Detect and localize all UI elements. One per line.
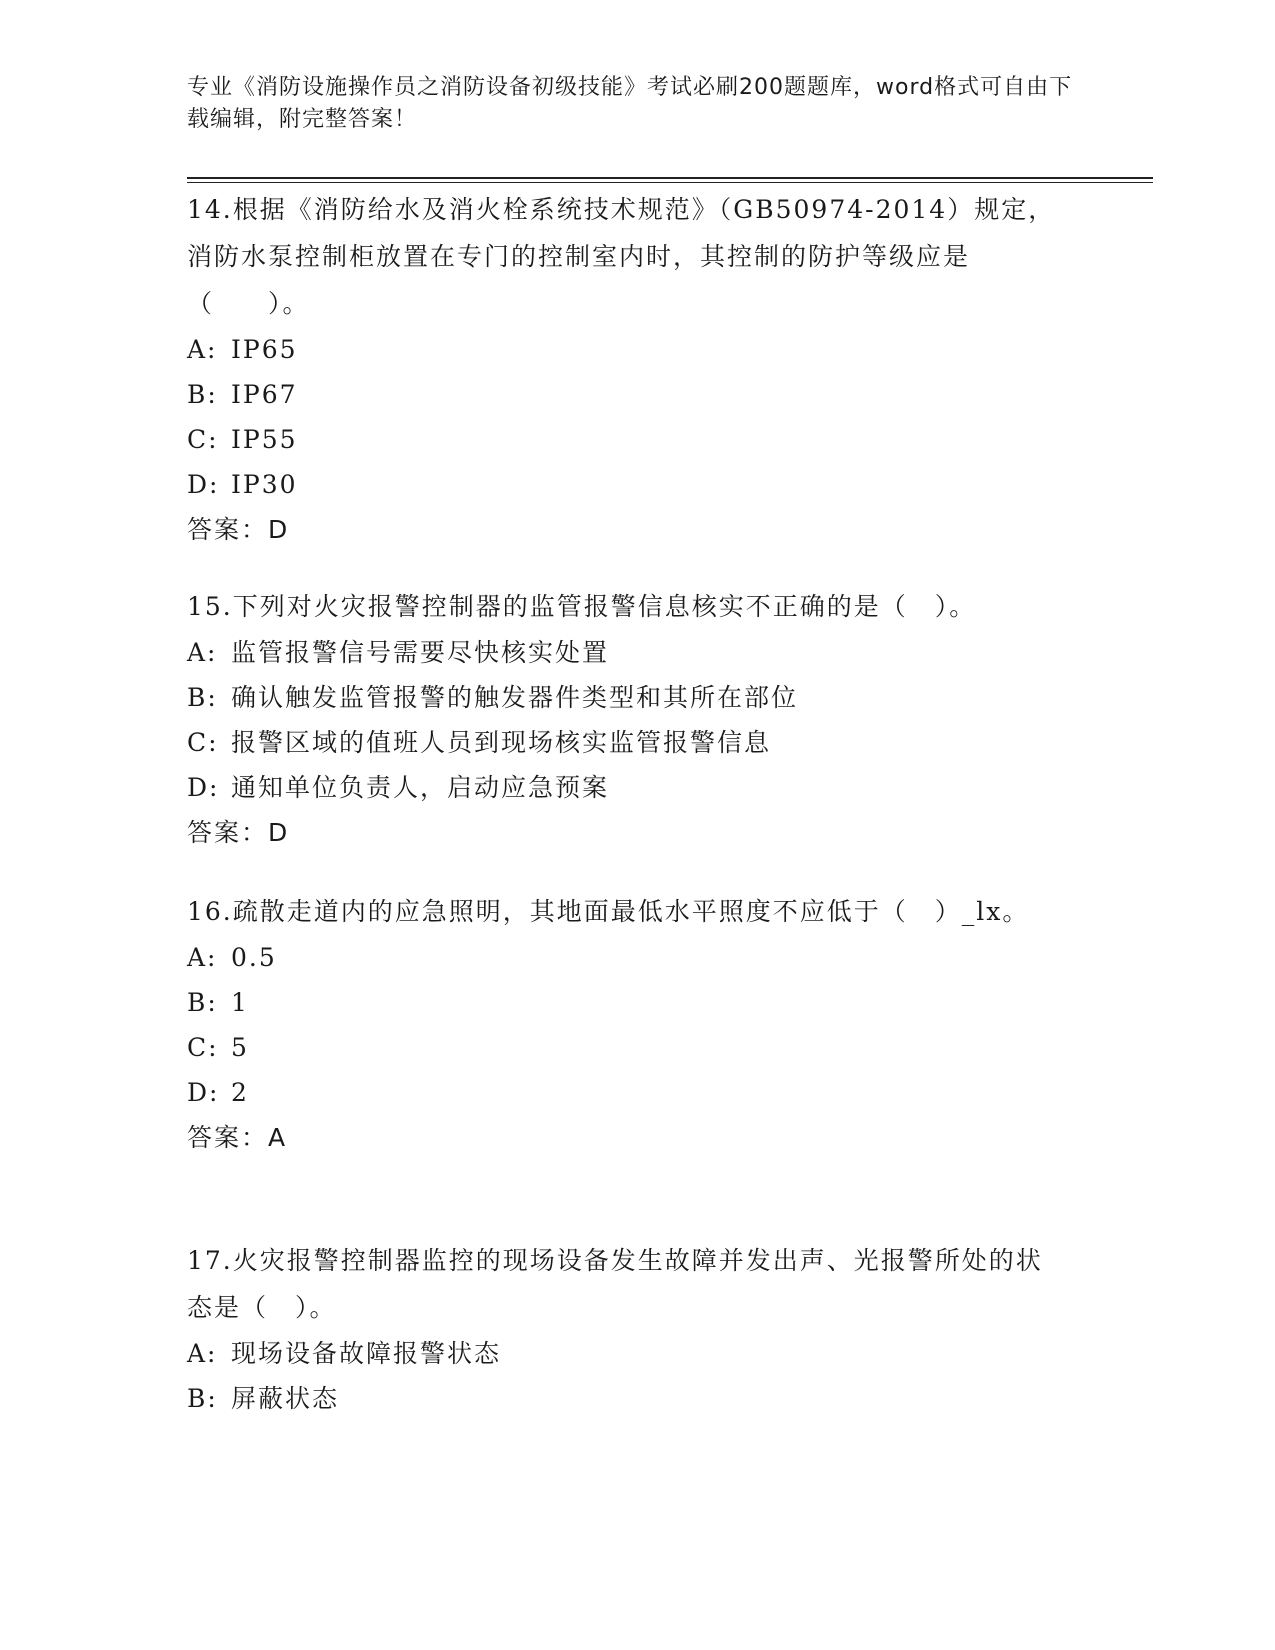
option-a bbox=[187, 1331, 1067, 1376]
option-key: D: bbox=[187, 470, 220, 499]
option-text: 通知单位负责人，启动应急预案 bbox=[231, 773, 610, 802]
option-text: 监管报警信号需要尽快核实处置 bbox=[231, 638, 610, 667]
option-key: A: bbox=[187, 335, 218, 364]
option-key: B: bbox=[187, 988, 218, 1017]
header-divider-thin bbox=[187, 182, 1153, 183]
option-key: D: bbox=[187, 1078, 220, 1107]
option-c bbox=[187, 417, 1067, 462]
option-text: 1 bbox=[231, 988, 249, 1017]
option-text: 0.5 bbox=[231, 943, 277, 972]
answer-line: 答案：A bbox=[187, 1123, 288, 1152]
option-text: IP67 bbox=[231, 380, 298, 409]
option-key: B: bbox=[187, 1384, 218, 1413]
option-a bbox=[187, 935, 1067, 980]
option-text: IP55 bbox=[231, 425, 298, 454]
option-key: A: bbox=[187, 943, 218, 972]
question-stem: 17.火灾报警控制器监控的现场设备发生故障并发出声、光报警所处的状态是（ ）。 bbox=[187, 1246, 1043, 1322]
option-d bbox=[187, 462, 1067, 507]
question-15 bbox=[187, 583, 1067, 855]
option-a bbox=[187, 630, 1067, 675]
option-d bbox=[187, 765, 1067, 810]
answer-line: 答案：D bbox=[187, 515, 290, 544]
question-17 bbox=[187, 1237, 1067, 1421]
option-key: C: bbox=[187, 1033, 219, 1062]
question-stem: 16.疏散走道内的应急照明，其地面最低水平照度不应低于（ ）_lx。 bbox=[187, 897, 1030, 926]
document-header: 专业《消防设施操作员之消防设备初级技能》考试必刷200题题库，word格式可自由下载编辑，附完整答案！ bbox=[187, 75, 1073, 132]
option-text: IP65 bbox=[231, 335, 298, 364]
option-text: IP30 bbox=[231, 470, 298, 499]
option-text: 现场设备故障报警状态 bbox=[231, 1339, 502, 1368]
header-divider-thick bbox=[187, 177, 1153, 179]
option-text: 确认触发监管报警的触发器件类型和其所在部位 bbox=[231, 683, 799, 712]
option-key: B: bbox=[187, 683, 218, 712]
option-key: B: bbox=[187, 380, 218, 409]
question-stem: 14.根据《消防给水及消火栓系统技术规范》（GB50974-2014）规定，消防水泵控制柜放置在专门的控制室内时，其控制的防护等级应是（ ）。 bbox=[187, 195, 1056, 318]
option-c bbox=[187, 1025, 1067, 1070]
option-key: A: bbox=[187, 1339, 218, 1368]
option-text: 2 bbox=[231, 1078, 249, 1107]
question-stem: 15.下列对火灾报警控制器的监管报警信息核实不正确的是（ ）。 bbox=[187, 592, 977, 621]
option-c bbox=[187, 720, 1067, 765]
option-text: 屏蔽状态 bbox=[231, 1384, 340, 1413]
option-a bbox=[187, 327, 1067, 372]
option-key: A: bbox=[187, 638, 218, 667]
option-b bbox=[187, 1376, 1067, 1421]
question-14 bbox=[187, 186, 1067, 552]
option-key: C: bbox=[187, 425, 219, 454]
option-text: 5 bbox=[231, 1033, 249, 1062]
option-b bbox=[187, 675, 1067, 720]
option-b bbox=[187, 980, 1067, 1025]
option-key: D: bbox=[187, 773, 220, 802]
answer-line: 答案：D bbox=[187, 818, 290, 847]
option-text: 报警区域的值班人员到现场核实监管报警信息 bbox=[231, 728, 772, 757]
option-d bbox=[187, 1070, 1067, 1115]
option-key: C: bbox=[187, 728, 219, 757]
option-b bbox=[187, 372, 1067, 417]
question-16 bbox=[187, 888, 1067, 1160]
